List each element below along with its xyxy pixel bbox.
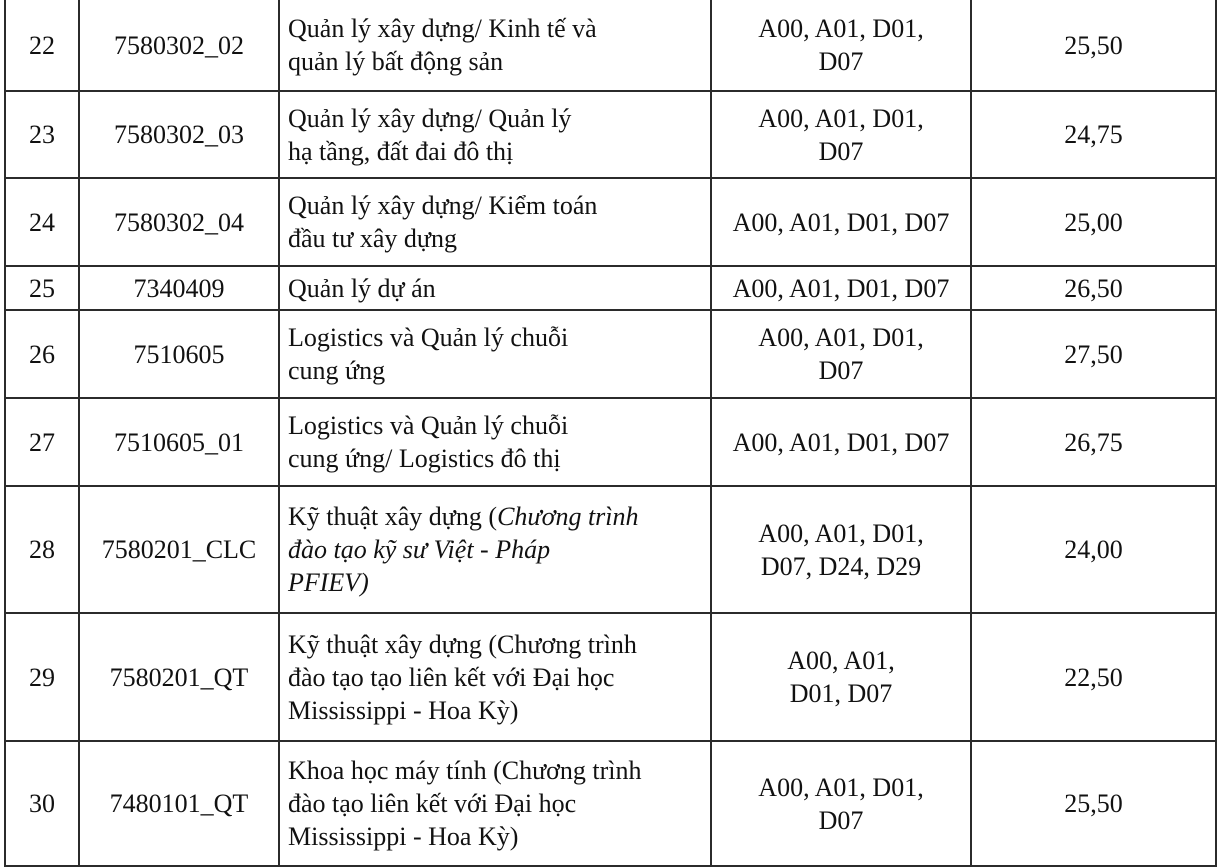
subject-combination: A00, A01, D01, D07 xyxy=(711,266,971,310)
admission-score: 27,50 xyxy=(971,310,1216,398)
major-code: 7580302_03 xyxy=(79,91,279,178)
major-code: 7510605 xyxy=(79,310,279,398)
admission-scores-table xyxy=(4,0,1217,867)
row-number: 22 xyxy=(5,0,79,91)
admission-score: 25,00 xyxy=(971,178,1216,266)
major-name xyxy=(279,486,711,613)
admission-score: 26,50 xyxy=(971,266,1216,310)
table-row xyxy=(5,0,1216,91)
row-number: 28 xyxy=(5,486,79,613)
row-number: 27 xyxy=(5,398,79,486)
table-row xyxy=(5,398,1216,486)
major-code: 7510605_01 xyxy=(79,398,279,486)
row-number: 25 xyxy=(5,266,79,310)
subject-combination: A00, A01, D01, D07, D24, D29 xyxy=(711,486,971,613)
admission-scores-table-container xyxy=(4,0,1217,867)
admission-score: 25,50 xyxy=(971,741,1216,866)
table-row xyxy=(5,266,1216,310)
table-row xyxy=(5,741,1216,866)
major-code: 7580302_04 xyxy=(79,178,279,266)
subject-combination: A00, A01, D01, D07 xyxy=(711,613,971,741)
major-name: Quản lý xây dựng/ Kinh tế và quản lý bất động sản xyxy=(279,0,711,91)
table-row xyxy=(5,613,1216,741)
subject-combination: A00, A01, D01, D07 xyxy=(711,178,971,266)
row-number: 26 xyxy=(5,310,79,398)
major-name: Khoa học máy tính (Chương trình đào tạo liên kết với Đại học Mississippi - Hoa Kỳ) xyxy=(279,741,711,866)
row-number: 30 xyxy=(5,741,79,866)
subject-combination: A00, A01, D01, D07 xyxy=(711,398,971,486)
table-row xyxy=(5,486,1216,613)
major-name: Logistics và Quản lý chuỗi cung ứng/ Logistics đô thị xyxy=(279,398,711,486)
major-name: Quản lý xây dựng/ Quản lý hạ tầng, đất đai đô thị xyxy=(279,91,711,178)
table-row xyxy=(5,310,1216,398)
major-name: Kỹ thuật xây dựng (Chương trình đào tạo tạo liên kết với Đại học Mississippi - Hoa Kỳ) xyxy=(279,613,711,741)
major-code: 7340409 xyxy=(79,266,279,310)
admission-score: 25,50 xyxy=(971,0,1216,91)
table-row xyxy=(5,178,1216,266)
admission-score: 24,00 xyxy=(971,486,1216,613)
row-number: 23 xyxy=(5,91,79,178)
row-number: 29 xyxy=(5,613,79,741)
major-code: 7480101_QT xyxy=(79,741,279,866)
major-name: Quản lý dự án xyxy=(279,266,711,310)
admission-score: 24,75 xyxy=(971,91,1216,178)
major-name-plain: Kỹ thuật xây dựng ( xyxy=(288,502,498,531)
subject-combination: A00, A01, D01, D07 xyxy=(711,310,971,398)
major-name: Quản lý xây dựng/ Kiểm toán đầu tư xây dựng xyxy=(279,178,711,266)
subject-combination: A00, A01, D01, D07 xyxy=(711,741,971,866)
admission-score: 22,50 xyxy=(971,613,1216,741)
subject-combination: A00, A01, D01, D07 xyxy=(711,91,971,178)
major-name: Logistics và Quản lý chuỗi cung ứng xyxy=(279,310,711,398)
subject-combination: A00, A01, D01, D07 xyxy=(711,0,971,91)
admission-score: 26,75 xyxy=(971,398,1216,486)
major-code: 7580201_CLC xyxy=(79,486,279,613)
table-row xyxy=(5,91,1216,178)
row-number: 24 xyxy=(5,178,79,266)
major-code: 7580302_02 xyxy=(79,0,279,91)
major-name-italic: Chương trình đào tạo kỹ sư Việt - Pháp PFIEV) xyxy=(288,502,639,597)
major-code: 7580201_QT xyxy=(79,613,279,741)
